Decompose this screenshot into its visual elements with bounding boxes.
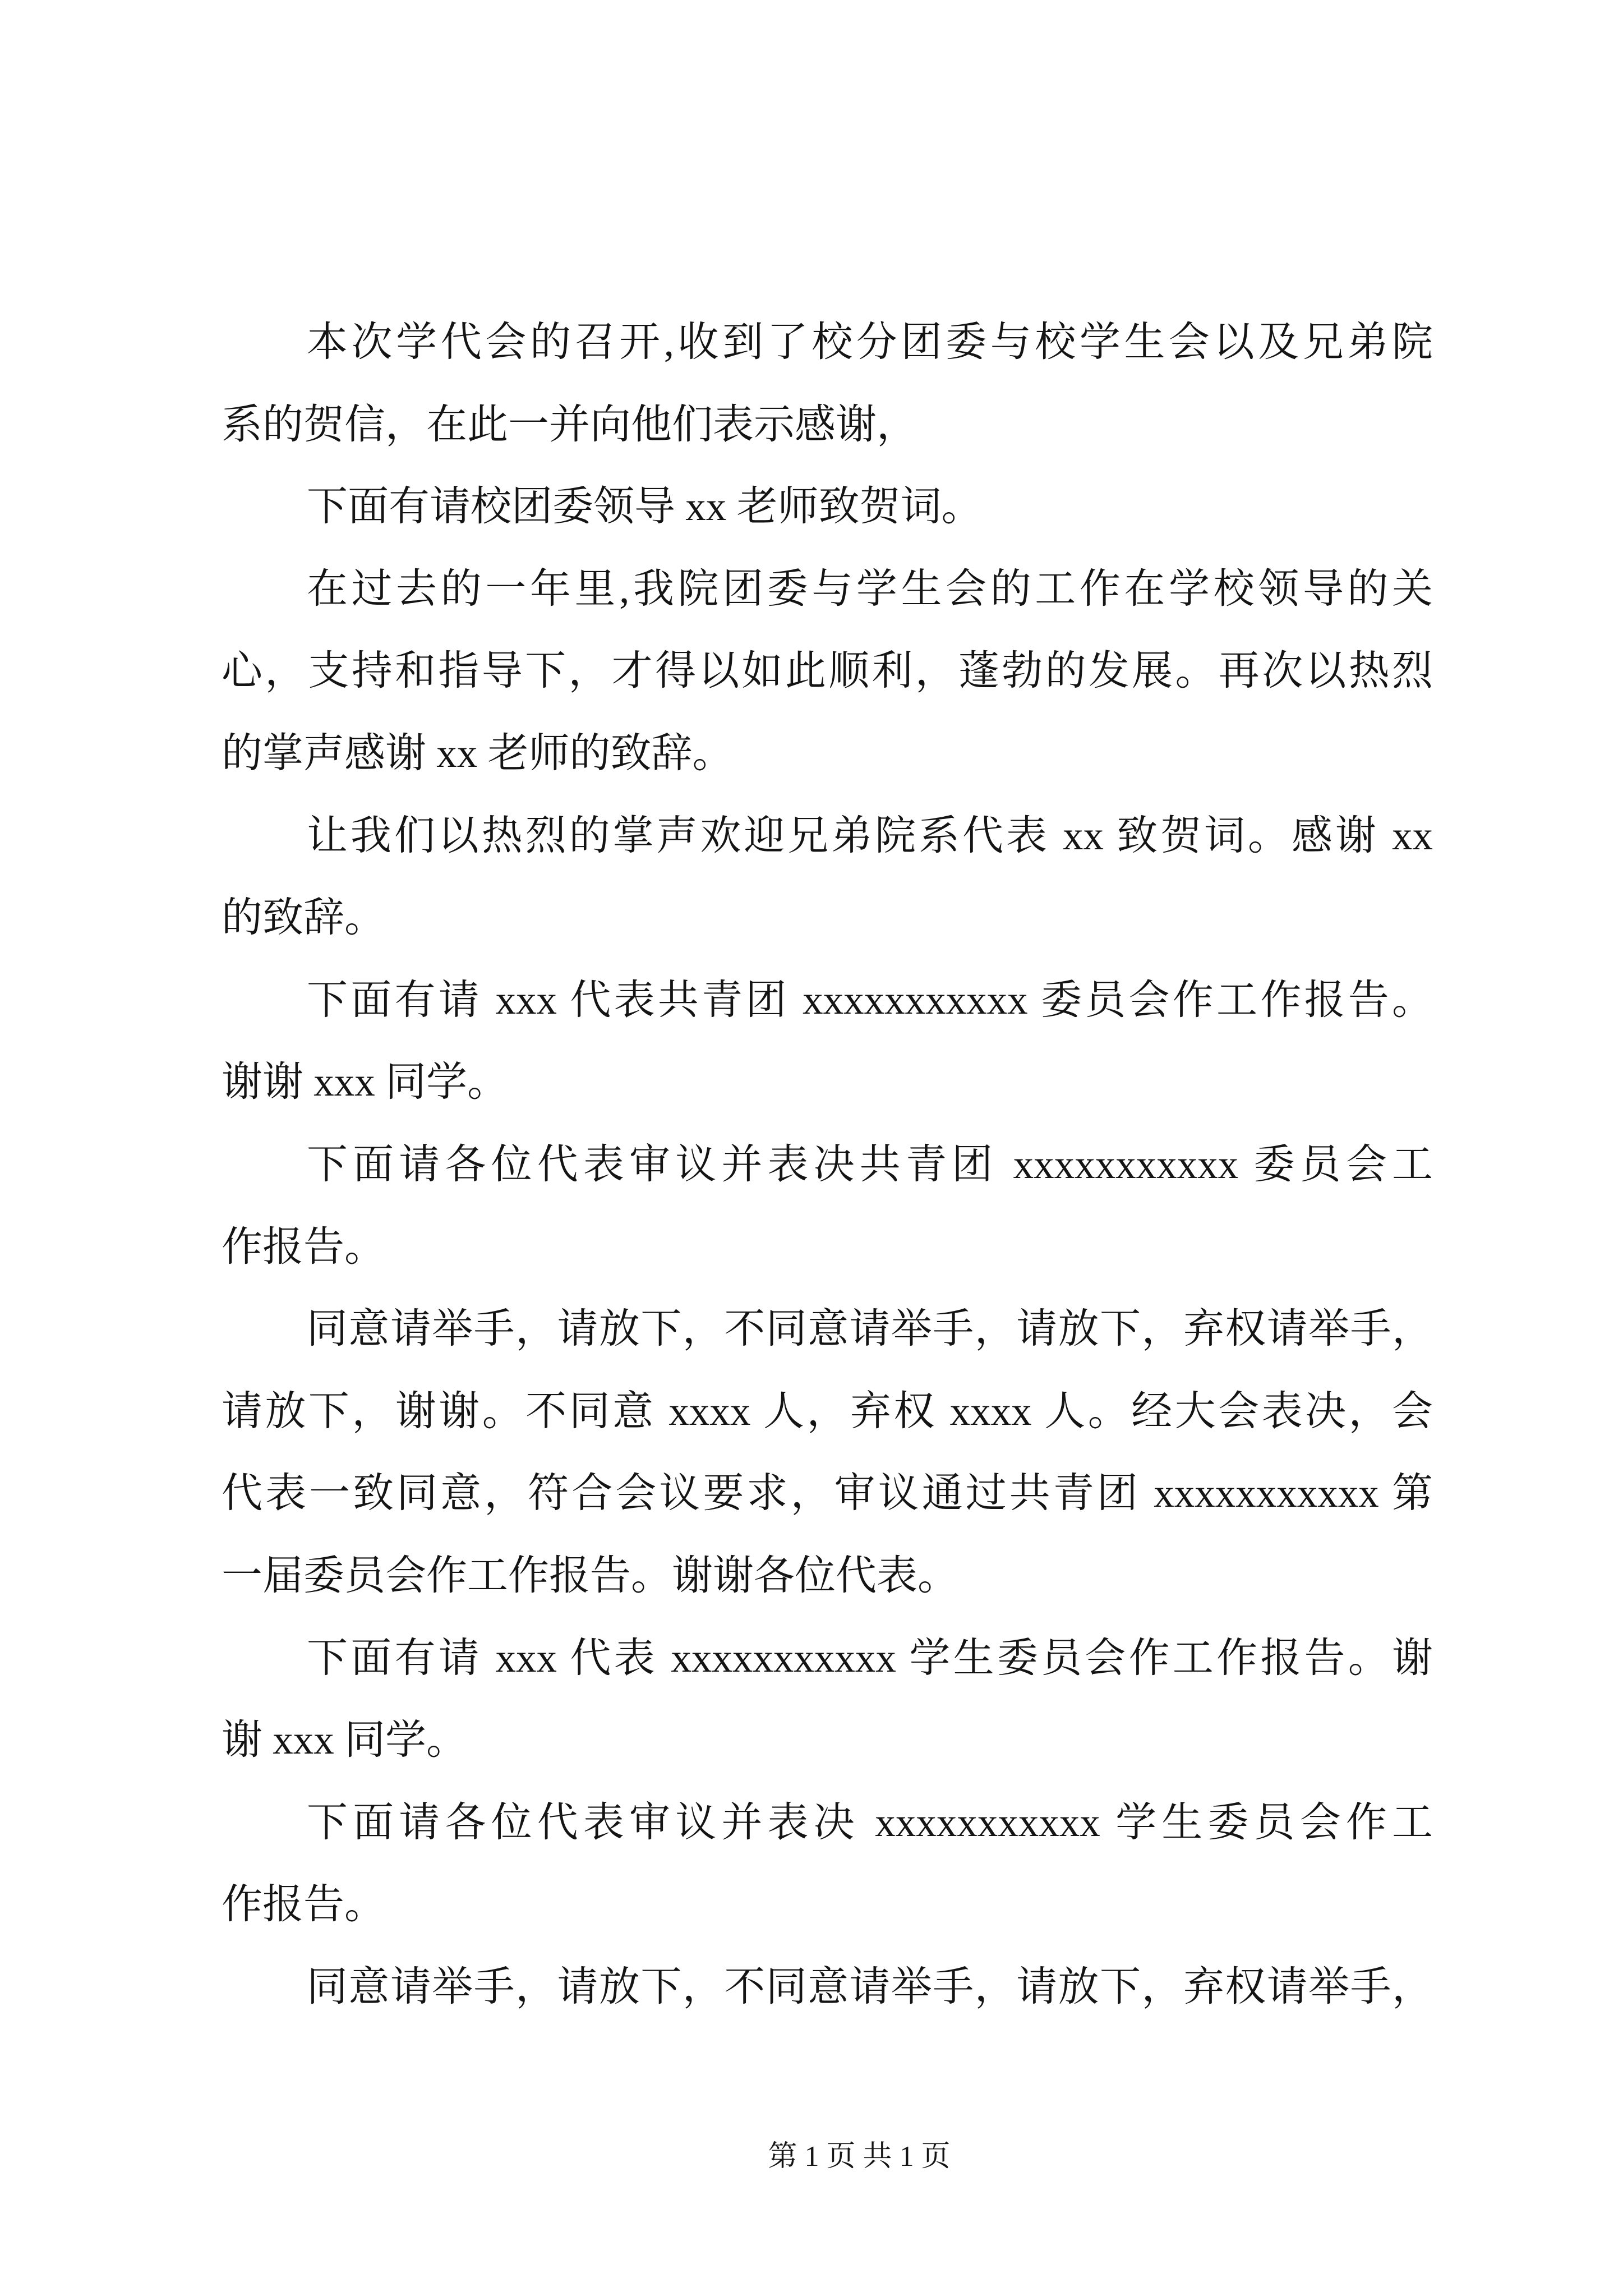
text-line: 请放下，谢谢。不同意 xxxx 人，弃权 xxxx 人。经大会表决，会: [222, 1388, 1433, 1434]
text-line: 的掌声感谢 xx 老师的致辞。: [222, 730, 734, 776]
text-line: 下面请各位代表审议并表决共青团 xxxxxxxxxxx 委员会工: [307, 1141, 1433, 1187]
text-line: 下面请各位代表审议并表决 xxxxxxxxxxx 学生委员会作工: [307, 1799, 1433, 1845]
text-line: 本次学代会的召开,收到了校分团委与校学生会以及兄弟院: [307, 319, 1433, 365]
text-line: 让我们以热烈的掌声欢迎兄弟院系代表 xx 致贺词。感谢 xx: [307, 812, 1433, 858]
text-line: 下面有请校团委领导 xx 老师致贺词。: [307, 484, 983, 530]
text-line: 作报告。: [222, 1881, 385, 1927]
page-number-footer: 第 1 页 共 1 页: [768, 2141, 951, 2173]
paragraph: [222, 301, 1433, 466]
paragraph: [222, 548, 1433, 795]
text-line: 谢 xxx 同学。: [222, 1717, 467, 1763]
paragraph: [222, 959, 1433, 1124]
text-line: 在过去的一年里,我院团委与学生会的工作在学校领导的关: [307, 565, 1433, 611]
paragraph: [222, 795, 1433, 959]
text-line: 下面有请 xxx 代表共青团 xxxxxxxxxxx 委员会作工作报告。: [307, 977, 1433, 1023]
text-line: 下面有请 xxx 代表 xxxxxxxxxxx 学生委员会作工作报告。谢: [307, 1635, 1433, 1681]
document-body: [222, 301, 1433, 2028]
text-line: 代表一致同意，符合会议要求，审议通过共青团 xxxxxxxxxxx 第: [222, 1470, 1433, 1516]
paragraph: [222, 1617, 1433, 1782]
text-line: 作报告。: [222, 1223, 385, 1269]
text-line: 一届委员会作工作报告。谢谢各位代表。: [222, 1552, 958, 1598]
text-line: 的致辞。: [222, 895, 385, 941]
text-line: 系的贺信，在此一并向他们表示感谢，: [222, 401, 917, 447]
text-line: 同意请举手，请放下，不同意请举手，请放下，弃权请举手，: [307, 1963, 1433, 2009]
text-line: 心，支持和指导下，才得以如此顺利，蓬勃的发展。再次以热烈: [222, 648, 1433, 694]
paragraph: [222, 466, 1433, 548]
paragraph: [222, 1124, 1433, 1288]
paragraph: [222, 1782, 1433, 1946]
text-line: 同意请举手，请放下，不同意请举手，请放下，弃权请举手，: [307, 1306, 1433, 1352]
paragraph: [222, 1288, 1433, 1617]
text-line: 谢谢 xxx 同学。: [222, 1059, 508, 1105]
paragraph: [222, 1946, 1433, 2028]
